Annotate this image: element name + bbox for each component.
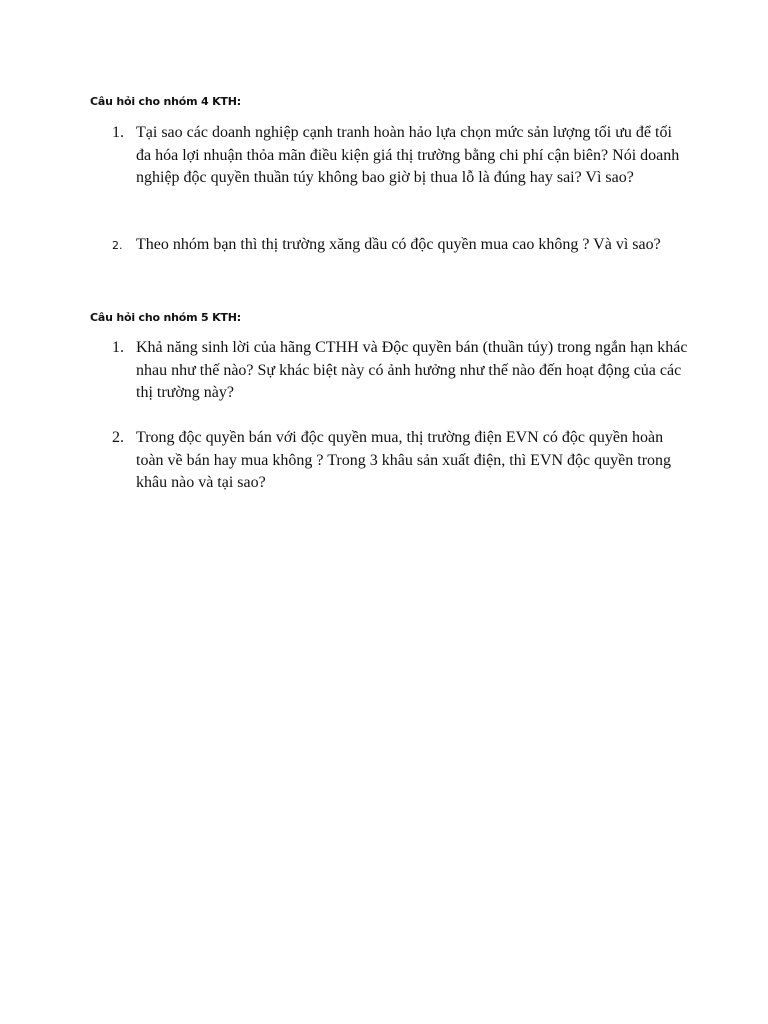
- question-number: 2.: [112, 239, 123, 252]
- question-text: Khả năng sinh lời của hãng CTHH và Độc quyền bán (thuần túy) trong ngắn hạn khác nhau như thế nào? Sự khác biệt này có ảnh hưởng như thế nào đến hoạt động của các thị trường này?: [136, 339, 688, 401]
- section-title-group-5: Câu hỏi cho nhóm 5 KTH:: [90, 311, 241, 324]
- question-number: 2.: [112, 429, 124, 446]
- question-number: 1.: [112, 124, 124, 141]
- question-item: [112, 337, 692, 405]
- question-item: [112, 234, 692, 257]
- question-item: [112, 427, 692, 495]
- question-text: Tại sao các doanh nghiệp cạnh tranh hoàn hảo lựa chọn mức sản lượng tối ưu để tối đa hóa lợi nhuận thỏa mãn điều kiện giá thị trường bằng chi phí cận biên? Nói doanh nghiệp độc quyền thuần túy không bao giờ bị thua lỗ là đúng hay sai? Vì sao?: [136, 124, 680, 186]
- question-text: Trong độc quyền bán với độc quyền mua, thị trường điện EVN có độc quyền hoàn toàn về bán hay mua không ? Trong 3 khâu sản xuất điện, thì EVN độc quyền trong khâu nào và tại sao?: [136, 429, 672, 491]
- question-number: 1.: [112, 339, 124, 356]
- question-item: [112, 122, 692, 190]
- section-title-group-4: Câu hỏi cho nhóm 4 KTH:: [90, 95, 241, 108]
- question-text: Theo nhóm bạn thì thị trường xăng dầu có độc quyền mua cao không ? Và vì sao?: [136, 236, 661, 253]
